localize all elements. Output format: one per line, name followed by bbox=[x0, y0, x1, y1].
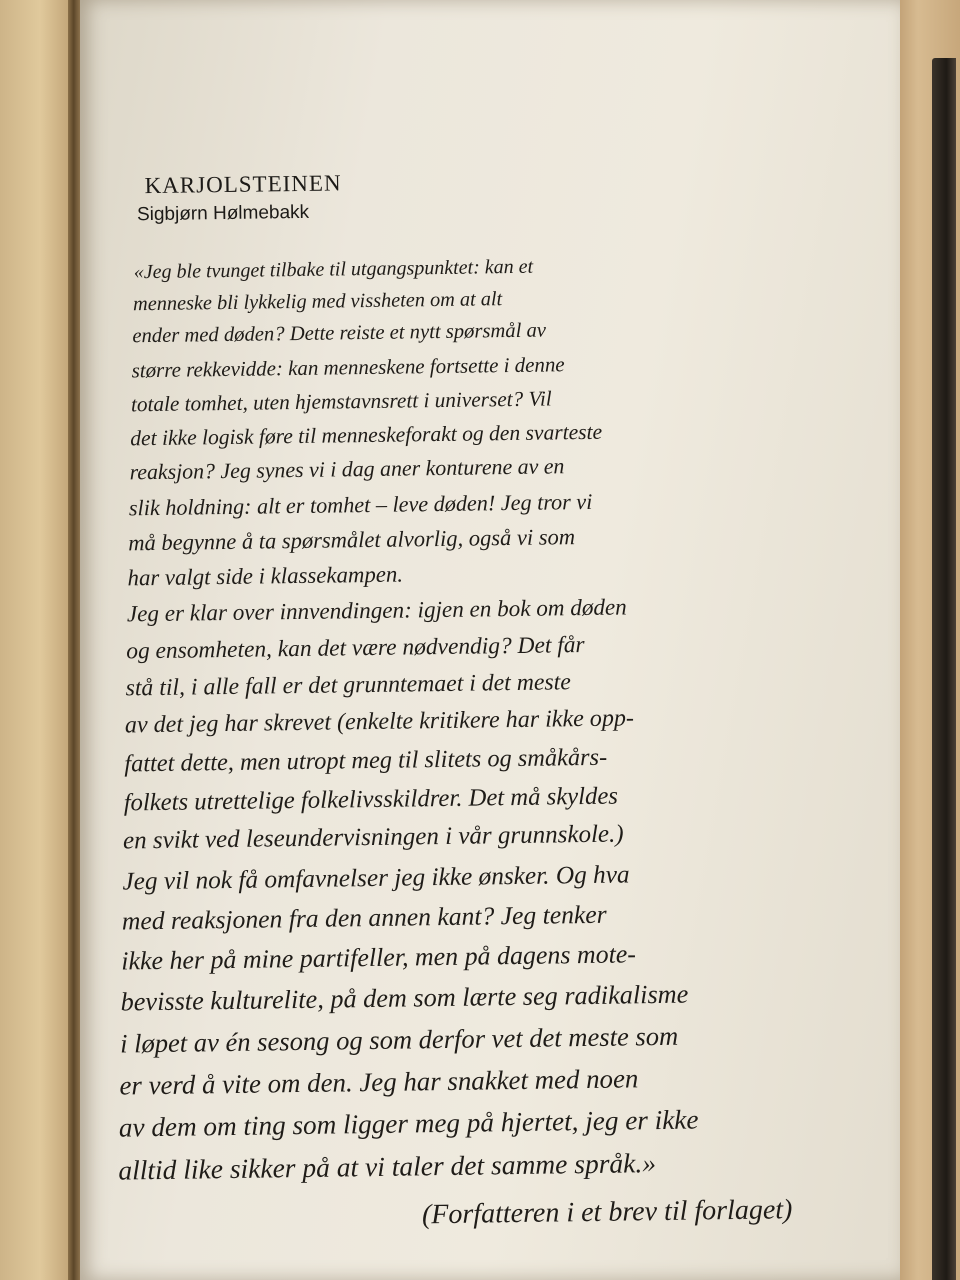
book-page bbox=[80, 0, 900, 1280]
text-line: større rekkevidde: kan menneskene fortsette i denne bbox=[131, 352, 565, 383]
text-line: av dem om ting som ligger meg på hjertet, jeg er ikke bbox=[118, 1104, 699, 1143]
text-line: må begynne å ta spørsmålet alvorlig, også vi som bbox=[128, 523, 576, 556]
text-line: av det jeg har skrevet (enkelte kritikere har ikke opp- bbox=[124, 705, 635, 739]
text-line: reaksjon? Jeg synes vi i dag aner konturene av en bbox=[129, 454, 565, 485]
text-line: «Jeg ble tvunget tilbake til utgangspunktet: kan et bbox=[133, 255, 534, 284]
text-line: slik holdning: alt er tomhet – leve døden! Jeg tror vi bbox=[128, 488, 593, 520]
text-line: totale tomhet, uten hjemstavnsrett i universet? Vil bbox=[130, 386, 552, 417]
chapter-title: KARJOLSTEINEN bbox=[144, 170, 342, 199]
author-name: Sigbjørn Hølmebakk bbox=[136, 201, 310, 226]
text-line: folkets utrettelige folkelivsskildrer. Det må skyldes bbox=[123, 782, 619, 817]
text-line: ender med døden? Dette reiste et nytt spørsmål av bbox=[132, 319, 547, 348]
text-line: alltid like sikker på at vi taler det samme språk.» bbox=[118, 1147, 657, 1186]
book-cover-edge bbox=[932, 58, 956, 1280]
text-line: menneske bli lykkelig med vissheten om at alt bbox=[132, 288, 503, 316]
text-line: har valgt side i klassekampen. bbox=[127, 561, 404, 591]
text-line: ikke her på mine partifeller, men på dagens mote- bbox=[121, 939, 637, 977]
text-line: stå til, i alle fall er det grunntemaet i det meste bbox=[125, 669, 572, 702]
text-line: bevisste kulturelite, på dem som lærte seg radikalisme bbox=[120, 979, 689, 1017]
text-line: med reaksjonen fra den annen kant? Jeg tenker bbox=[121, 900, 607, 936]
text-line: og ensomheten, kan det være nødvendig? Det får bbox=[126, 631, 585, 665]
text-line: en svikt ved leseundervisningen i vår grunnskole.) bbox=[122, 820, 624, 855]
text-line: er verd å vite om den. Jeg har snakket med noen bbox=[119, 1062, 639, 1101]
text-line: det ikke logisk føre til menneskeforakt og den svarteste bbox=[130, 419, 603, 450]
signature-line: (Forfatteren i et brev til forlaget) bbox=[421, 1194, 793, 1231]
text-line: Jeg er klar over innvendingen: igjen en bok om døden bbox=[126, 594, 627, 628]
text-line: i løpet av én sesong og som derfor vet det meste som bbox=[119, 1020, 679, 1059]
text-line: Jeg vil nok få omfavnelser jeg ikke ønsker. Og hva bbox=[122, 860, 630, 896]
text-line: fattet dette, men utropt meg til slitets og småkårs- bbox=[124, 743, 608, 778]
